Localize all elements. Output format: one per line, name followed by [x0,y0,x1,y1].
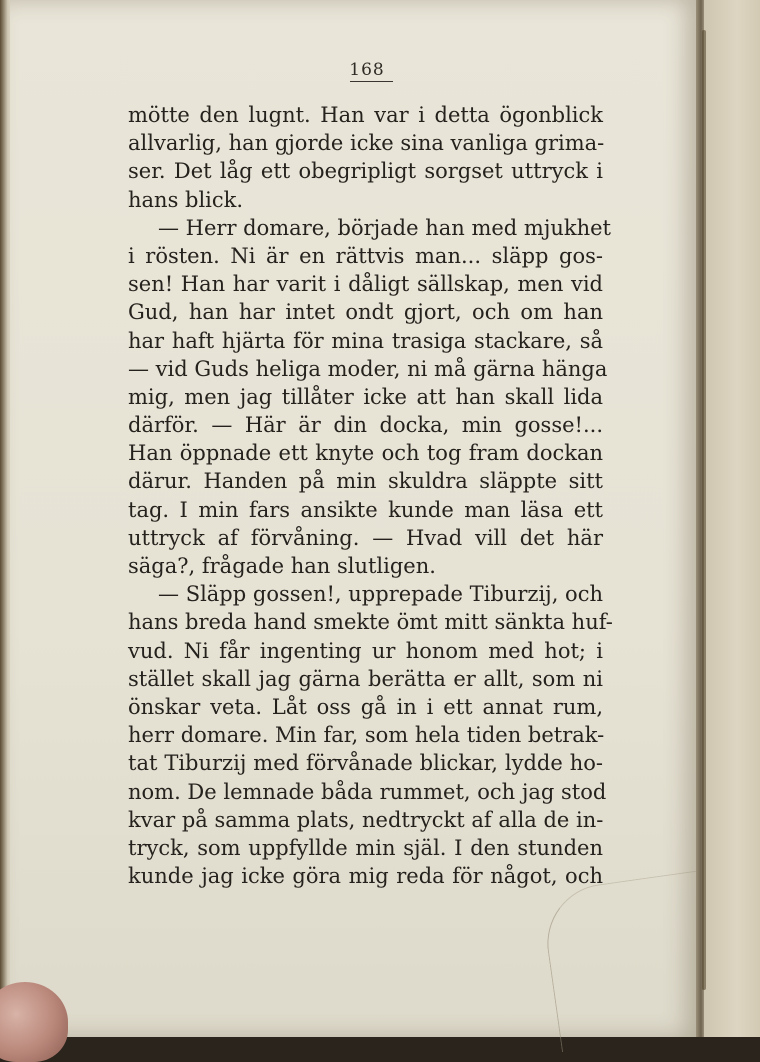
text-line: därför. — Här är din docka, min gosse!... [128,413,603,438]
text-line: hans blick. [128,187,244,212]
text-line: — vid Guds heliga moder, ni må gärna hänga [128,356,608,381]
text-line: därur. Handen på min skuldra släppte sitt [128,469,603,494]
text-line: uttryck af förvåning. — Hvad vill det här [128,525,603,550]
text-line: sen! Han har varit i dåligt sällskap, men vid [128,272,603,297]
text-line: stället skall jag gärna berätta er allt, som ni [128,666,603,691]
text-line: i rösten. Ni är en rättvis man... släpp gos- [128,243,603,268]
text-line: — Herr domare, började han med mjukhet [158,215,611,240]
page-number: 168 [349,60,385,80]
text-line: hans breda hand smekte ömt mitt sänkta huf- [128,610,613,635]
text-line: har haft hjärta för mina trasiga stackare, så [128,328,603,353]
text-line: herr domare. Min far, som hela tiden betrak- [128,723,605,748]
text-line: säga?, frågade han slutligen. [128,554,436,578]
text-line: — Släpp gossen!, upprepade Tiburzij, och [158,582,603,607]
text-line: Gud, han har intet ondt gjort, och om han [128,300,603,325]
text-line: nom. De lemnade båda rummet, och jag stod [128,779,607,804]
text-line: mötte den lugnt. Han var i detta ögonblick [128,103,603,127]
text-line: tat Tiburzij med förvånade blickar, lydde ho- [128,751,603,776]
text-line: tag. I min fars ansikte kunde man läsa ett [128,497,603,522]
text-line: kunde jag icke göra mig reda för något, och [128,864,603,889]
binding-strip [702,30,706,990]
body-text [128,101,613,890]
next-page-edge [704,0,760,1037]
page-number-rule [350,81,393,82]
text-line: allvarlig, han gjorde icke sina vanliga grima- [128,131,605,156]
text-line: tryck, som uppfyllde min själ. I den stunden [128,835,603,860]
text-line: önskar veta. Låt oss gå in i ett annat rum, [128,694,603,719]
text-line: kvar på samma plats, nedtryckt af alla de in- [128,807,604,832]
text-line: ser. Det låg ett obegripligt sorgset uttryck i [128,159,603,184]
text-line: vud. Ni får ingenting ur honom med hot; i [128,638,603,663]
text-line: Han öppnade ett knyte och tog fram dockan [128,441,603,466]
text-line: mig, men jag tillåter icke att han skall lida [128,384,603,409]
